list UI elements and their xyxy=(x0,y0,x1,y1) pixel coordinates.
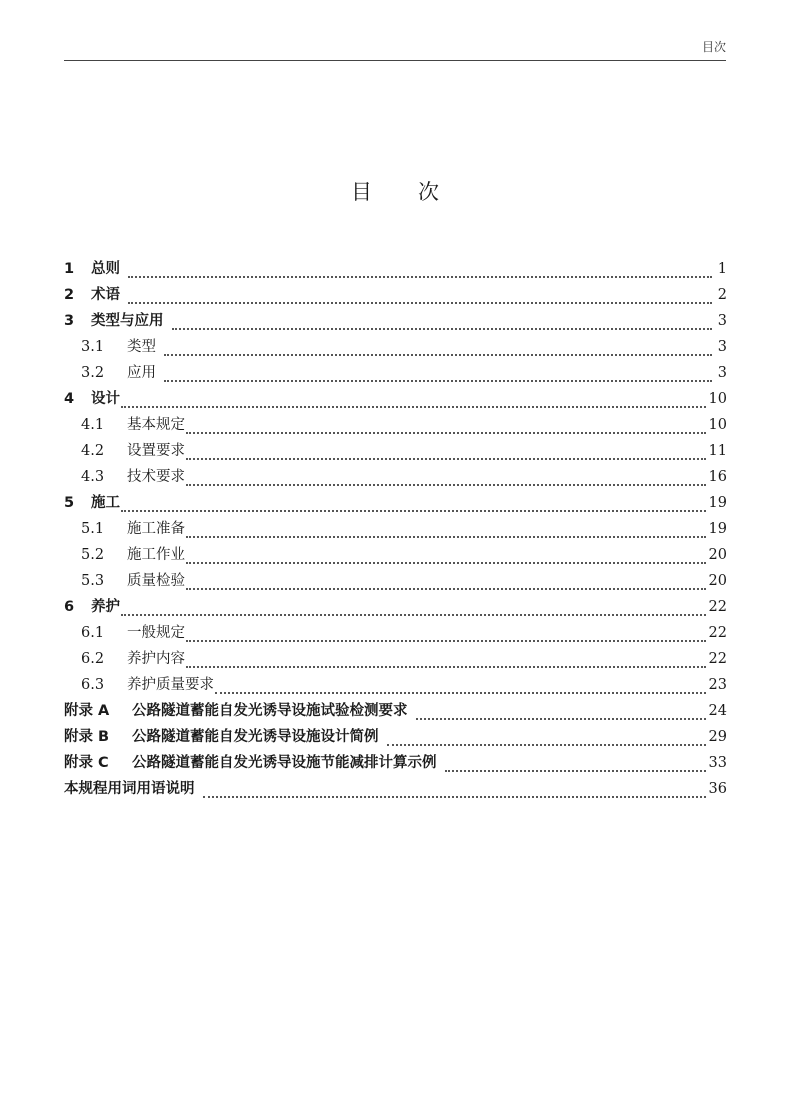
toc-entry-number: 4.2 xyxy=(81,443,105,459)
toc-leader-dots xyxy=(128,301,712,304)
toc-entry[interactable] xyxy=(64,386,727,412)
toc-entry-title: 公路隧道蓄能自发光诱导设施试验检测要求 xyxy=(132,703,408,719)
toc-leader-dots xyxy=(121,405,706,408)
toc-entry-number: 4 xyxy=(64,391,75,407)
toc-entry[interactable] xyxy=(64,360,727,386)
toc-entry-number: 6.3 xyxy=(81,677,105,693)
toc-entry-title: 养护内容 xyxy=(127,651,185,667)
toc-entry-number: 4.3 xyxy=(81,469,105,485)
toc-entry-page: 20 xyxy=(708,547,727,563)
toc-leader-dots xyxy=(128,275,712,278)
toc-entry-title: 技术要求 xyxy=(127,469,185,485)
table-of-contents xyxy=(64,256,727,802)
toc-entry-page: 22 xyxy=(708,651,727,667)
toc-entry-title: 施工 xyxy=(91,495,120,511)
toc-entry-number: 5 xyxy=(64,495,75,511)
toc-entry[interactable] xyxy=(64,568,727,594)
toc-entry-page: 36 xyxy=(708,781,727,797)
toc-entry[interactable] xyxy=(64,724,727,750)
toc-entry-page: 10 xyxy=(708,391,727,407)
toc-entry-page: 3 xyxy=(717,339,727,355)
toc-leader-dots xyxy=(164,353,712,356)
page-title xyxy=(0,176,790,206)
toc-leader-dots xyxy=(186,431,706,434)
toc-entry-page: 16 xyxy=(708,469,727,485)
toc-entry-title: 本规程用词用语说明 xyxy=(64,781,195,797)
toc-leader-dots xyxy=(445,769,706,772)
toc-leader-dots xyxy=(186,639,706,642)
toc-entry-number: 6 xyxy=(64,599,75,615)
toc-entry-title: 应用 xyxy=(127,365,156,381)
toc-entry[interactable] xyxy=(64,776,727,802)
toc-leader-dots xyxy=(164,379,712,382)
toc-entry[interactable] xyxy=(64,542,727,568)
toc-entry-page: 19 xyxy=(708,495,727,511)
toc-entry-title: 总则 xyxy=(91,261,120,277)
toc-entry-page: 19 xyxy=(708,521,727,537)
toc-entry-number: 6.2 xyxy=(81,651,105,667)
toc-entry[interactable] xyxy=(64,620,727,646)
toc-entry[interactable] xyxy=(64,308,727,334)
toc-entry-title: 类型 xyxy=(127,339,156,355)
toc-leader-dots xyxy=(186,665,706,668)
toc-entry-number: 附录 C xyxy=(64,755,109,771)
toc-entry-number: 5.2 xyxy=(81,547,105,563)
toc-entry-title: 施工准备 xyxy=(127,521,185,537)
toc-entry-number: 1 xyxy=(64,261,75,277)
toc-entry-page: 1 xyxy=(717,261,727,277)
toc-leader-dots xyxy=(121,613,706,616)
toc-entry-title: 养护 xyxy=(91,599,120,615)
toc-entry-page: 22 xyxy=(708,625,727,641)
toc-entry[interactable] xyxy=(64,334,727,360)
toc-entry[interactable] xyxy=(64,438,727,464)
toc-entry-number: 附录 A xyxy=(64,703,110,719)
toc-entry[interactable] xyxy=(64,594,727,620)
toc-entry-title: 养护质量要求 xyxy=(127,677,214,693)
toc-leader-dots xyxy=(121,509,706,512)
toc-leader-dots xyxy=(186,457,706,460)
toc-leader-dots xyxy=(203,795,706,798)
toc-entry-title: 术语 xyxy=(91,287,120,303)
toc-leader-dots xyxy=(416,717,706,720)
toc-entry-page: 24 xyxy=(708,703,727,719)
toc-entry[interactable] xyxy=(64,256,727,282)
toc-entry[interactable] xyxy=(64,490,727,516)
toc-entry-number: 2 xyxy=(64,287,75,303)
toc-entry[interactable] xyxy=(64,464,727,490)
toc-entry-page: 20 xyxy=(708,573,727,589)
toc-leader-dots xyxy=(186,587,706,590)
toc-entry-title: 公路隧道蓄能自发光诱导设施设计简例 xyxy=(132,729,379,745)
toc-entry[interactable] xyxy=(64,516,727,542)
running-header: 目次 xyxy=(701,40,726,54)
toc-entry-number: 6.1 xyxy=(81,625,105,641)
toc-entry-title: 质量检验 xyxy=(127,573,185,589)
toc-entry-number: 5.1 xyxy=(81,521,105,537)
toc-leader-dots xyxy=(172,327,713,330)
toc-leader-dots xyxy=(215,691,706,694)
toc-entry-page: 22 xyxy=(708,599,727,615)
toc-entry-number: 4.1 xyxy=(81,417,105,433)
toc-entry-number: 3.1 xyxy=(81,339,105,355)
toc-entry-title: 设计 xyxy=(91,391,120,407)
toc-entry-page: 3 xyxy=(717,365,727,381)
toc-leader-dots xyxy=(186,483,706,486)
header-rule xyxy=(64,60,726,61)
toc-entry[interactable] xyxy=(64,698,727,724)
toc-entry-page: 33 xyxy=(708,755,727,771)
toc-leader-dots xyxy=(186,561,706,564)
toc-entry-title: 公路隧道蓄能自发光诱导设施节能减排计算示例 xyxy=(132,755,437,771)
toc-entry-title: 设置要求 xyxy=(127,443,185,459)
toc-entry[interactable] xyxy=(64,672,727,698)
toc-entry[interactable] xyxy=(64,750,727,776)
toc-entry-number: 附录 B xyxy=(64,729,110,745)
toc-leader-dots xyxy=(387,743,706,746)
toc-entry-page: 23 xyxy=(708,677,727,693)
toc-entry-title: 类型与应用 xyxy=(91,313,164,329)
toc-entry-number: 3.2 xyxy=(81,365,105,381)
toc-leader-dots xyxy=(186,535,706,538)
toc-entry-number: 5.3 xyxy=(81,573,105,589)
page-title-char-2: 次 xyxy=(418,180,439,204)
toc-entry-page: 3 xyxy=(717,313,727,329)
toc-entry-page: 10 xyxy=(708,417,727,433)
toc-entry-page: 11 xyxy=(708,443,727,459)
page-title-char-1: 目 xyxy=(351,180,372,204)
toc-entry-number: 3 xyxy=(64,313,75,329)
toc-entry-title: 一般规定 xyxy=(127,625,185,641)
toc-entry-page: 29 xyxy=(708,729,727,745)
toc-entry-page: 2 xyxy=(717,287,727,303)
toc-entry[interactable] xyxy=(64,646,727,672)
toc-entry[interactable] xyxy=(64,412,727,438)
toc-entry-title: 施工作业 xyxy=(127,547,185,563)
toc-entry-title: 基本规定 xyxy=(127,417,185,433)
toc-entry[interactable] xyxy=(64,282,727,308)
